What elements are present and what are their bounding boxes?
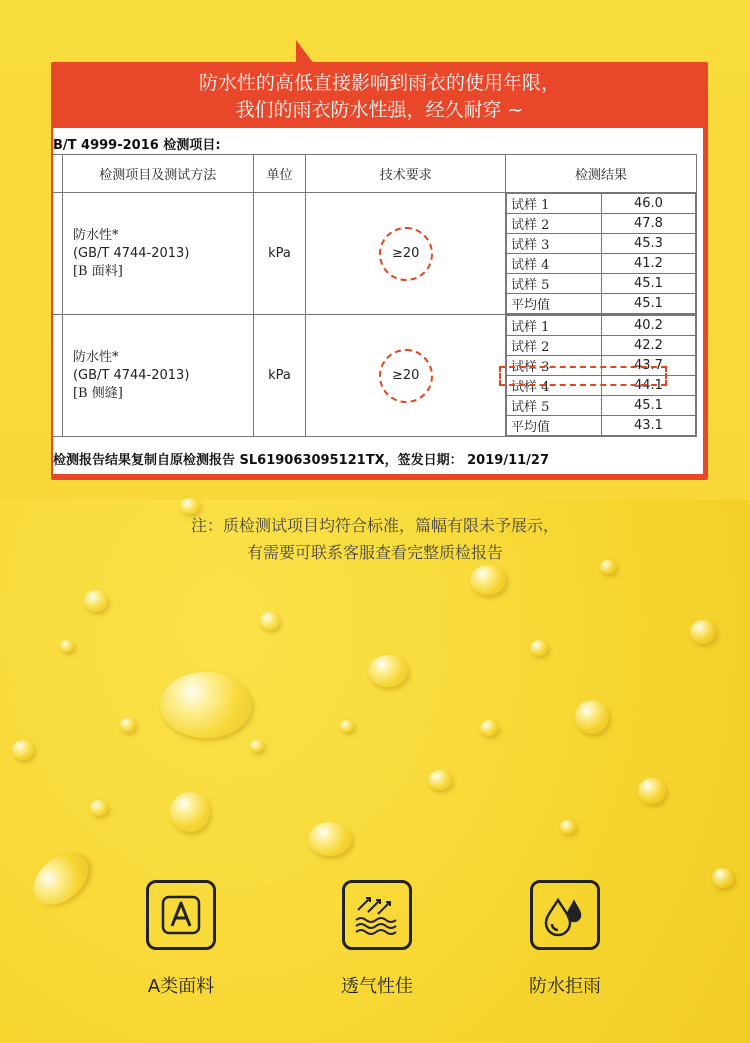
- sample-name: 试样 4: [506, 376, 601, 396]
- result-row: [506, 396, 695, 416]
- sample-value: 44.1: [601, 376, 695, 396]
- breathable-icon: [342, 880, 412, 950]
- table-row: [53, 193, 697, 315]
- report-card: [51, 62, 708, 480]
- result-row: [506, 194, 695, 214]
- result-row: [506, 214, 695, 234]
- requirement-circle: ≥20: [379, 227, 433, 281]
- result-row: [506, 316, 695, 336]
- waterproof-drop-icon: [530, 880, 600, 950]
- sample-name: 试样 3: [506, 356, 601, 376]
- test-item: [62, 193, 253, 315]
- sample-name: 试样 2: [506, 214, 601, 234]
- feature-label: 透气性佳: [341, 976, 413, 997]
- result-row: [506, 234, 695, 254]
- header-requirement: 技术要求: [306, 155, 506, 193]
- sample-value: 46.0: [601, 194, 695, 214]
- note-line2: 有需要可联系客服查看完整质检报告: [246, 543, 503, 562]
- note: [0, 512, 750, 566]
- sample-name: 试样 2: [506, 336, 601, 356]
- sample-value: 45.3: [601, 234, 695, 254]
- result-subtable: [506, 193, 696, 314]
- test-item-method: (GB/T 4744-2013): [72, 245, 190, 261]
- callout-pointer: [296, 40, 314, 64]
- report-table: [53, 154, 697, 437]
- average-highlight-1: [499, 366, 667, 386]
- grade-a-icon: [146, 880, 216, 950]
- standard-line: B/T 4999-2016 检测项目:: [53, 138, 221, 153]
- result-row: [506, 274, 695, 294]
- unit-cell: kPa: [253, 315, 306, 437]
- result-row: [506, 254, 695, 274]
- feature-waterproof: [500, 880, 630, 998]
- unit-cell: kPa: [253, 193, 306, 315]
- card-title-line1: 防水性的高低直接影响到雨衣的使用年限，: [198, 72, 560, 94]
- sample-name: 试样 1: [506, 194, 601, 214]
- sample-value: 45.1: [601, 274, 695, 294]
- test-item-part: [B 侧缝]: [72, 385, 123, 401]
- average-row: [506, 416, 695, 436]
- sample-value: 43.7: [601, 356, 695, 376]
- note-line1: 注：质检测试项目均符合标准，篇幅有限未予展示，: [190, 516, 559, 535]
- test-item-part: [B 面料]: [72, 263, 123, 279]
- sample-name: 试样 1: [506, 316, 601, 336]
- test-item: [62, 315, 253, 437]
- result-row: [506, 336, 695, 356]
- sample-value: 45.1: [601, 396, 695, 416]
- header-result: 检测结果: [505, 155, 696, 193]
- sample-name: 试样 5: [506, 396, 601, 416]
- test-item-name: 防水性*: [72, 349, 119, 365]
- card-title: [51, 70, 708, 124]
- feature-label: 防水拒雨: [529, 976, 601, 997]
- sample-value: 47.8: [601, 214, 695, 234]
- header-unit: 单位: [253, 155, 306, 193]
- requirement-circle: ≥20: [379, 349, 433, 403]
- sample-value: 41.2: [601, 254, 695, 274]
- feature-grade-a: [116, 880, 246, 998]
- requirement-cell: [306, 315, 506, 437]
- sample-name: 试样 4: [506, 254, 601, 274]
- feature-label: A类面料: [147, 976, 215, 997]
- sample-name: 试样 5: [506, 274, 601, 294]
- sample-value: 40.2: [601, 316, 695, 336]
- card-title-line2: 我们的雨衣防水性强，经久耐穿 ~: [235, 99, 524, 121]
- test-item-method: (GB/T 4744-2013): [72, 367, 190, 383]
- requirement-cell: [306, 193, 506, 315]
- report-footer: 检测报告结果复制自原检测报告 SL619063095121TX，签发日期： 2019/11/27: [53, 453, 549, 468]
- header-item: 检测项目及测试方法: [62, 155, 253, 193]
- average-value: 45.1: [601, 294, 695, 314]
- average-label: 平均值: [506, 294, 601, 314]
- average-label: 平均值: [506, 416, 601, 436]
- sample-name: 试样 3: [506, 234, 601, 254]
- average-row: [506, 294, 695, 314]
- feature-breathable: [312, 880, 442, 998]
- result-cell: [505, 193, 696, 315]
- table-header-row: [53, 155, 697, 193]
- average-value: 43.1: [601, 416, 695, 436]
- report-paper: [53, 128, 703, 474]
- sample-value: 42.2: [601, 336, 695, 356]
- test-item-name: 防水性*: [72, 227, 119, 243]
